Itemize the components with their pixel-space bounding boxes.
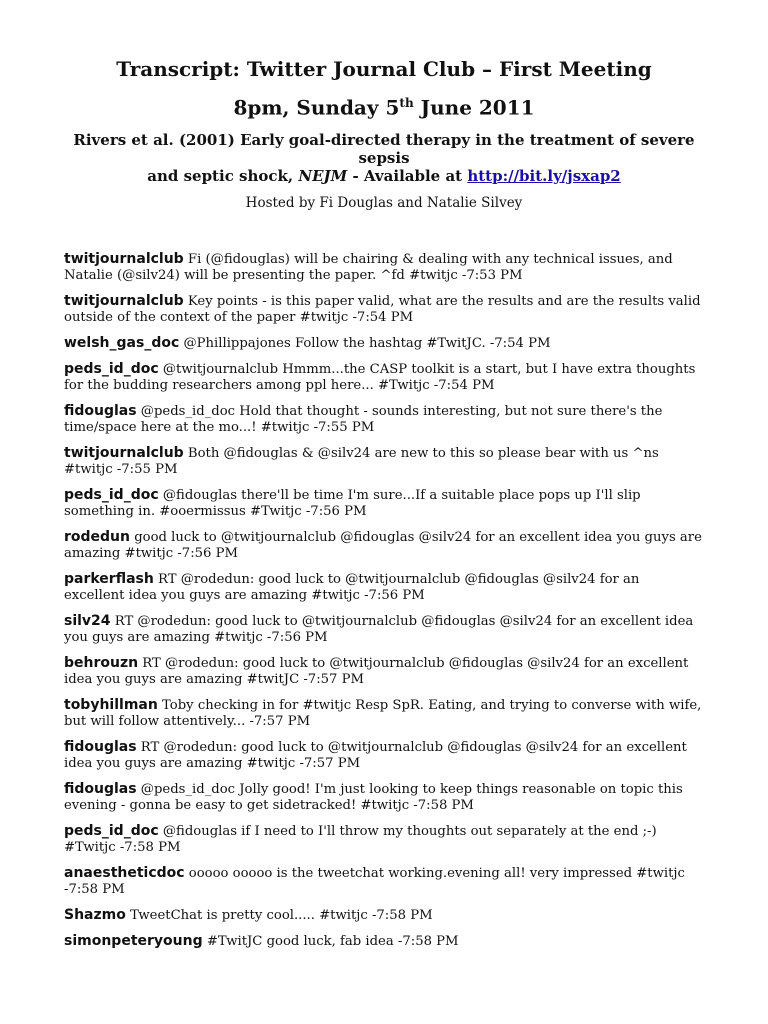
tweet-text: Toby checking in for #twitjc Resp SpR. Eating, and trying to converse with wife, but will follow attentively... -7:57 PM bbox=[64, 697, 702, 729]
hosted-by: Hosted by Fi Douglas and Natalie Silvey bbox=[245, 194, 523, 211]
tweet-username[interactable]: welsh_gas_doc bbox=[64, 334, 180, 351]
tweet-text: RT @rodedun: good luck to @twitjournalclub @fidouglas @silv24 for an excellent idea you guys are amazing #twitjc -7:56 PM bbox=[64, 571, 640, 603]
paper-citation bbox=[64, 131, 704, 185]
citation-line-1: Rivers et al. (2001) Early goal-directed therapy in the treatment of severe sepsis bbox=[73, 130, 695, 167]
tweet-username[interactable]: anaestheticdoc bbox=[64, 864, 185, 881]
tweet-username[interactable]: peds_id_doc bbox=[64, 360, 159, 377]
tweet-entry bbox=[64, 487, 704, 520]
journal-name: NEJM bbox=[298, 166, 348, 185]
citation-available: - Available at bbox=[347, 166, 468, 185]
tweet-username[interactable]: twitjournalclub bbox=[64, 292, 184, 309]
tweet-text: RT @rodedun: good luck to @twitjournalclub @fidouglas @silv24 for an excellent idea you guys are amazing #twitjc -7:57 PM bbox=[64, 739, 687, 771]
tweet-text: Fi (@fidouglas) will be chairing & dealing with any technical issues, and Natalie (@silv24) will be presenting the paper. ^fd #twitjc -7:53 PM bbox=[64, 251, 673, 283]
tweet-entry bbox=[64, 907, 704, 924]
citation-line-2: and septic shock, bbox=[147, 166, 299, 185]
tweet-entry bbox=[64, 865, 704, 898]
date-rest: June 2011 bbox=[413, 95, 535, 120]
tweet-entry bbox=[64, 529, 704, 562]
tweet-entry bbox=[64, 293, 704, 326]
tweet-entry bbox=[64, 933, 704, 950]
tweet-text: Key points - is this paper valid, what are the results and are the results valid outside of the context of the paper #twitjc -7:54 PM bbox=[64, 293, 701, 325]
tweet-text: ooooo ooooo is the tweetchat working.evening all! very impressed #twitjc -7:58 PM bbox=[64, 865, 685, 897]
tweet-username[interactable]: fidouglas bbox=[64, 780, 137, 797]
tweet-list bbox=[64, 251, 704, 950]
tweet-text: RT @rodedun: good luck to @twitjournalclub @fidouglas @silv24 for an excellent idea you guys are amazing #twitJC -7:57 PM bbox=[64, 655, 689, 687]
tweet-text: TweetChat is pretty cool..... #twitjc -7:58 PM bbox=[130, 907, 433, 923]
tweet-entry bbox=[64, 335, 704, 352]
tweet-username[interactable]: silv24 bbox=[64, 612, 111, 629]
tweet-username[interactable]: parkerflash bbox=[64, 570, 154, 587]
tweet-username[interactable]: fidouglas bbox=[64, 402, 137, 419]
date-main: 8pm, Sunday 5 bbox=[233, 95, 400, 120]
tweet-entry bbox=[64, 655, 704, 688]
tweet-text: @peds_id_doc Hold that thought - sounds interesting, but not sure there's the time/space here at the mo...! #twitjc -7:55 PM bbox=[64, 403, 663, 435]
tweet-username[interactable]: peds_id_doc bbox=[64, 486, 159, 503]
tweet-entry bbox=[64, 697, 704, 730]
tweet-username[interactable]: tobyhillman bbox=[64, 696, 158, 713]
tweet-entry bbox=[64, 251, 704, 284]
tweet-text: #TwitJC good luck, fab idea -7:58 PM bbox=[206, 933, 459, 949]
tweet-username[interactable]: peds_id_doc bbox=[64, 822, 159, 839]
tweet-username[interactable]: rodedun bbox=[64, 528, 130, 545]
tweet-text: @twitjournalclub Hmmm...the CASP toolkit is a start, but I have extra thoughts for the budding researchers among ppl here... #Twitjc -7:54 PM bbox=[64, 361, 696, 393]
tweet-entry bbox=[64, 445, 704, 478]
date-superscript: th bbox=[399, 96, 414, 110]
paper-link[interactable]: http://bit.ly/jsxap2 bbox=[467, 166, 621, 185]
tweet-text: @peds_id_doc Jolly good! I'm just looking to keep things reasonable on topic this evening - gonna be easy to get sidetracked! #twitjc -7:58 PM bbox=[64, 781, 683, 813]
tweet-username[interactable]: twitjournalclub bbox=[64, 250, 184, 267]
tweet-username[interactable]: simonpeteryoung bbox=[64, 932, 203, 949]
tweet-entry bbox=[64, 781, 704, 814]
tweet-username[interactable]: twitjournalclub bbox=[64, 444, 184, 461]
tweet-entry bbox=[64, 403, 704, 436]
tweet-entry bbox=[64, 739, 704, 772]
tweet-username[interactable]: fidouglas bbox=[64, 738, 137, 755]
tweet-text: @fidouglas if I need to I'll throw my thoughts out separately at the end ;-) #Twitjc -7:58 PM bbox=[64, 823, 657, 855]
tweet-entry bbox=[64, 613, 704, 646]
tweet-username[interactable]: behrouzn bbox=[64, 654, 139, 671]
document-title: Transcript: Twitter Journal Club – First Meeting bbox=[116, 57, 652, 81]
tweet-text: RT @rodedun: good luck to @twitjournalclub @fidouglas @silv24 for an excellent idea you guys are amazing #twitjc -7:56 PM bbox=[64, 613, 694, 645]
meeting-date bbox=[64, 90, 704, 121]
tweet-text: Both @fidouglas & @silv24 are new to this so please bear with us ^ns #twitjc -7:55 PM bbox=[64, 445, 659, 477]
tweet-text: good luck to @twitjournalclub @fidouglas @silv24 for an excellent idea you guys are amazing #twitjc -7:56 PM bbox=[64, 529, 702, 561]
tweet-entry bbox=[64, 823, 704, 856]
tweet-entry bbox=[64, 571, 704, 604]
tweet-entry bbox=[64, 361, 704, 394]
tweet-text: @fidouglas there'll be time I'm sure...If a suitable place pops up I'll slip something in. #ooermissus #Twitjc -7:56 PM bbox=[64, 487, 641, 519]
tweet-text: @Phillippajones Follow the hashtag #TwitJC. -7:54 PM bbox=[183, 335, 551, 351]
tweet-username[interactable]: Shazmo bbox=[64, 906, 126, 923]
